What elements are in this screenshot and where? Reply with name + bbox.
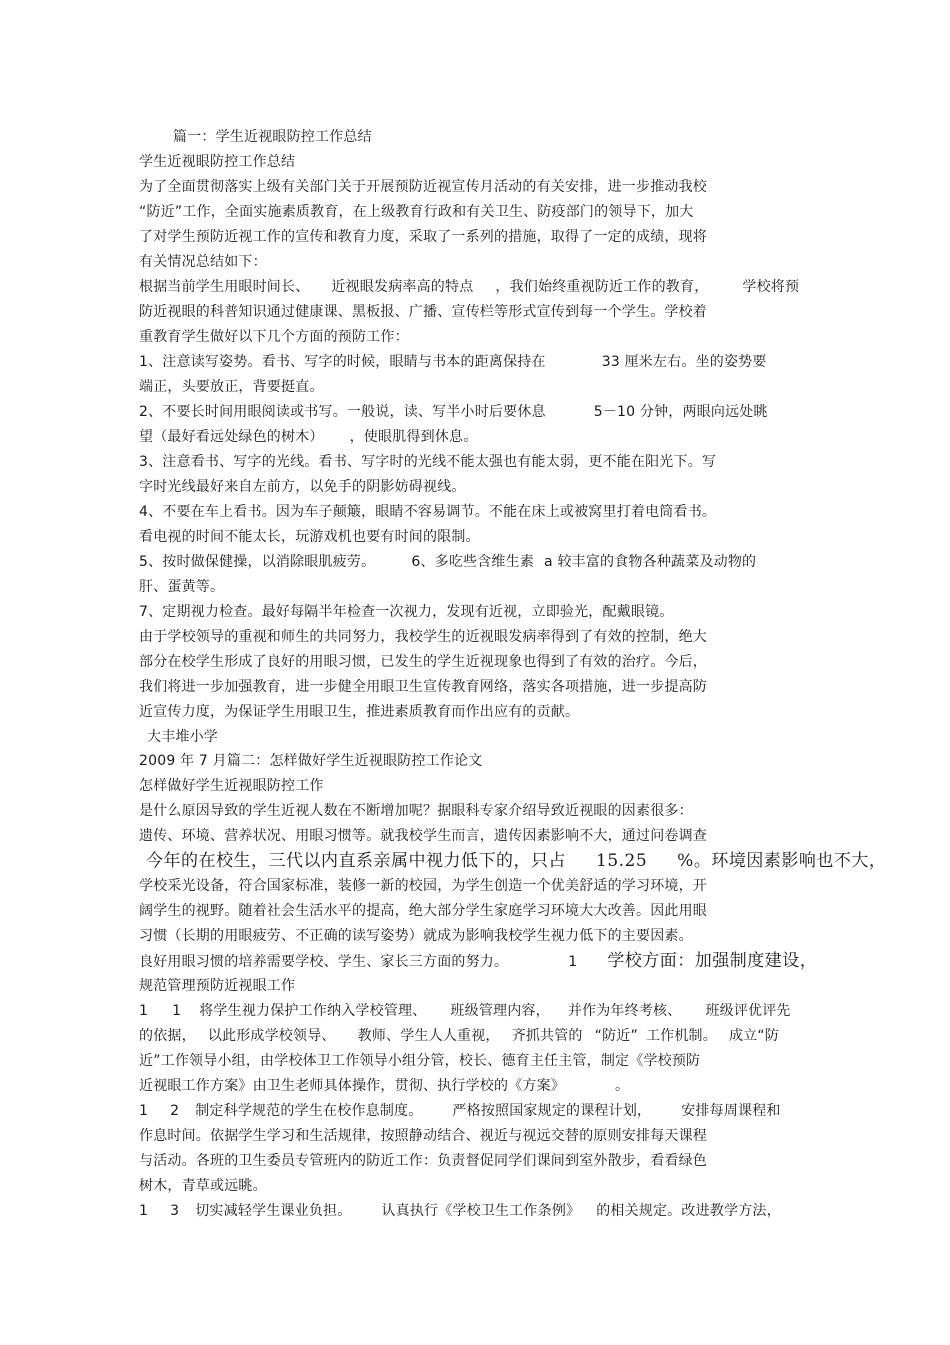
text-line: 看电视的时间不能太长，玩游戏机也要有时间的限制。 [139,529,480,545]
text-line: 字时光线最好来自左前方，以免手的阴影妨碍视线。 [139,479,466,495]
text-line: 规范管理预防近视眼工作 [139,978,296,994]
text-line: 4、不要在车上看书。因为车子颠簸，眼睛不容易调节。不能在床上或被窝里打着电筒看书。 [139,504,717,520]
text-segment: 安排每周课程和 [681,1103,781,1119]
text-line [146,852,886,870]
text-segment: 今年的在校生，三代以内直系亲属中视力低下的，只占 [146,851,566,871]
text-segment: 切实减轻学生课业负担。 [195,1203,352,1219]
text-line [139,1002,791,1020]
text-segment: a 较丰富的食物各种蔬菜及动物的 [544,554,757,570]
text-line [139,353,767,371]
text-segment: 根据当前学生用眼时间长、 [139,279,310,295]
text-segment: 望（最好看远处绿色的树木） [139,429,324,445]
text-line [139,403,768,421]
text-segment: 5、按时做保健操，以消除眼肌疲劳。 [139,554,376,570]
text-segment: 成立“防 [728,1028,779,1044]
text-segment: 的相关规定。改进教学方法， [596,1203,781,1219]
text-line: 学生近视眼防控工作总结 [139,154,296,170]
text-segment: 近视眼工作方案》由卫生老师具体操作，贯彻、执行学校的《方案》 [139,1078,565,1094]
text-line: 由于学校领导的重视和师生的共同努力，我校学生的近视眼发病率得到了有效的控制，绝大 [139,629,707,645]
text-line: 遗传、环境、营养状况、用眼习惯等。就我校学生而言，遗传因素影响不大，通过问卷调查 [139,828,707,844]
text-segment: 工作机制。 [645,1028,717,1044]
text-segment: 严格按照国家规定的课程计划， [452,1103,652,1119]
text-segment: 1 [568,954,578,970]
text-segment: 。 [615,1078,630,1094]
text-line: 学校采光设备，符合国家标准，装修一新的校园，为学生创造一个优美舒适的学习环境，开 [139,878,707,894]
text-segment: 将学生视力保护工作纳入学校管理、 [199,1003,427,1019]
text-segment: 认真执行《学校卫生工作条例》 [381,1203,581,1219]
text-line: 大丰堆小学 [147,729,218,745]
text-line [139,278,799,296]
text-segment: 5－10 分钟，两眼向远处眺 [593,404,768,420]
text-line: 肝、蛋黄等。 [139,579,225,595]
text-line: 有关情况总结如下： [139,254,267,270]
text-line [139,952,817,971]
text-segment: 15.25 [596,851,648,871]
text-line: 3、注意看书、写字的光线。看书、写字时的光线不能太强也有能太弱，更不能在阳光下。写 [139,454,717,470]
text-line: 防近视眼的科普知识通过健康课、黑板报、广播、宣传栏等形式宣传到每一个学生。学校着 [139,304,707,320]
text-segment: 的依据， [139,1028,196,1044]
text-segment: 1 [139,1003,149,1019]
text-segment: 齐抓共管的 [511,1028,583,1044]
text-line: 为了全面贯彻落实上级有关部门关于开展预防近视宣传月活动的有关安排，进一步推动我校 [139,179,707,195]
text-segment: ，使眼肌得到休息。 [349,429,478,445]
text-line [139,1102,781,1120]
text-line: 近宣传力度，为保证学生用眼卫生，推进素质教育而作出应有的贡献。 [139,704,580,720]
text-line: 端正，头要放正，背要挺直。 [139,379,324,395]
text-segment: 1 [139,1203,149,1219]
text-segment: 近视眼发病率高的特点 [331,279,474,295]
text-segment: 制定科学规范的学生在校作息制度。 [195,1103,423,1119]
text-line: 怎样做好学生近视眼防控工作 [139,778,324,794]
text-line [139,553,756,571]
text-line: 作息时间。依据学生学习和生活规律，按照静动结合、视近与视远交替的原则安排每天课程 [139,1128,707,1144]
text-line: “防近”工作，全面实施素质教育，在上级教育行政和有关卫生、防疫部门的领导下，加大 [139,204,694,220]
text-line [139,428,477,446]
text-line [139,1202,781,1220]
text-segment: 以此形成学校领导、 [207,1028,336,1044]
text-segment: 学校方面：加强制度建设， [607,951,818,971]
text-segment: 2 [170,1103,180,1119]
text-segment: ，我们始终重视防近工作的教育， [495,279,709,295]
text-segment: “防近” [594,1028,638,1044]
text-segment: %。环境因素影响也不大， [677,851,887,871]
text-segment: 33 厘米左右。坐的姿势要 [601,354,767,370]
text-segment: 1 [172,1003,182,1019]
text-line: 重教育学生做好以下几个方面的预防工作： [139,329,409,345]
text-segment: 良好用眼习惯的培养需要学校、学生、家长三方面的努力。 [139,954,509,970]
text-segment: 教师、学生人人重视， [357,1028,500,1044]
text-segment: 班级评优评先 [705,1003,791,1019]
text-segment: 并作为年终考核、 [567,1003,682,1019]
text-line: 近”工作领导小组，由学校体卫工作领导小组分管，校长、德育主任主管，制定《学校预防 [139,1053,701,1069]
text-segment: 学校将预 [742,279,800,295]
text-segment: 6、多吃些含维生素 [411,554,535,570]
text-segment: 2、不要长时间用眼阅读或书写。一般说，读、写半小时后要休息 [139,404,546,420]
text-line: 阔学生的视野。随着社会生活水平的提高，绝大部分学生家庭学习环境大大改善。因此用眼 [139,903,707,919]
text-line: 与活动。各班的卫生委员专管班内的防近工作：负责督促同学们课间到室外散步，看看绿色 [139,1153,707,1169]
text-line: 是什么原因导致的学生近视人数在不断增加呢？据眼科专家介绍导致近视眼的因素很多： [139,803,693,819]
text-line: 部分在校学生形成了良好的用眼习惯，已发生的学生近视现象也得到了有效的治疗。今后， [139,654,707,670]
text-line: 7、定期视力检查。最好每隔半年检查一次视力，发现有近视，立即验光，配戴眼镜。 [139,604,674,620]
text-line [139,1027,779,1045]
text-line: 树木，青草或远眺。 [139,1178,267,1194]
text-line [139,1077,629,1095]
text-line: 2009 年 7 月篇二：怎样做好学生近视眼防控工作论文 [139,753,483,769]
text-line: 我们将进一步加强教育，进一步健全用眼卫生宣传教育网络，落实各项措施，进一步提高防 [139,679,707,695]
text-segment: 1、注意读写姿势。看书、写字的时候，眼睛与书本的距离保持在 [139,354,546,370]
text-line: 了对学生预防近视工作的宣传和教育力度，采取了一系列的措施，取得了一定的成绩，现将 [139,229,707,245]
text-segment: 班级管理内容， [450,1003,550,1019]
text-line: 习惯（长期的用眼疲劳、不正确的读写姿势）就成为影响我校学生视力低下的主要因素。 [139,928,693,944]
text-line: 篇一：学生近视眼防控工作总结 [173,129,372,145]
text-segment: 3 [170,1203,180,1219]
text-segment: 1 [139,1103,149,1119]
